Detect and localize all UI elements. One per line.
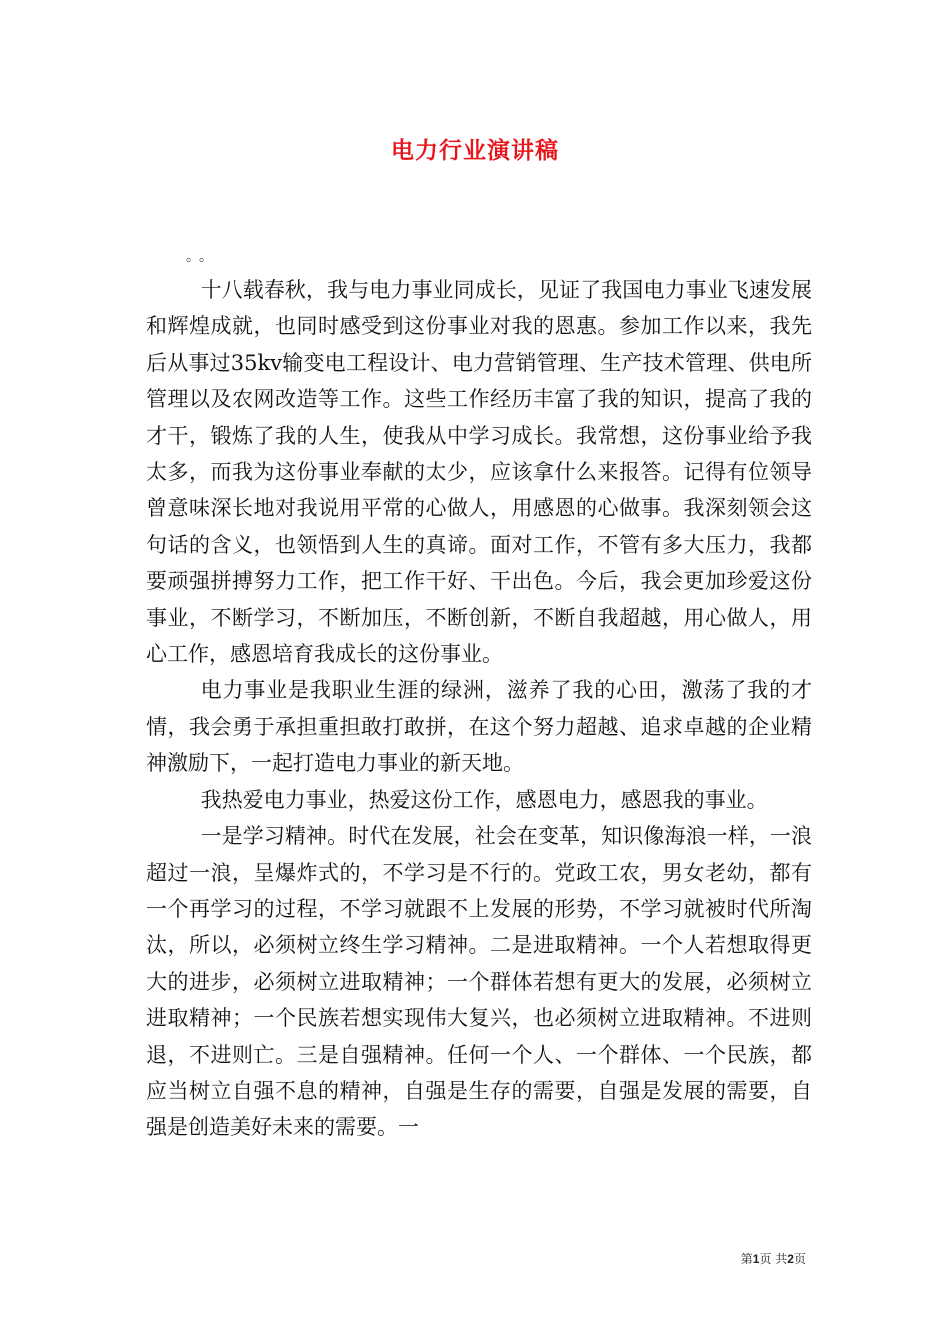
footer-suffix: 页 xyxy=(793,1252,806,1266)
footer-middle: 页 共 xyxy=(759,1252,788,1266)
paragraph: 我热爱电力事业，热爱这份工作，感恩电力，感恩我的事业。 xyxy=(200,787,768,812)
paragraph: 十八载春秋，我与电力事业同成长，见证了我国电力事业飞速发展和辉煌成就，也同时感受到这份事业对我的恩惠。参加工作以来，我先后从事过35kv输变电工程设计、电力营销管理、生产技术管理、供电所管理以及农网改造等工作。这些工作经历丰富了我的知识，提高了我的才干，锻炼了我的人生，使我从中学习成长。我常想，这份事业给予我太多，而我为这份事业奉献的太少，应该拿什么来报答。记得有位领导曾意味深长地对我说用平常的心做人，用感恩的心做事。我深刻领会这句话的含义，也领悟到人生的真谛。面对工作，不管有多大压力，我都要顽强拼搏努力工作，把工作干好、干出色。今后，我会更加珍爱这份事业，不断学习，不断加压，不断创新，不断自我超越，用心做人，用心工作，感恩培育我成长的这份事业。 xyxy=(146,278,812,667)
paragraph: 电力事业是我职业生涯的绿洲，滋养了我的心田，激荡了我的才情，我会勇于承担重担敢打敢拼，在这个努力超越、追求卓越的企业精神激励下，一起打造电力事业的新天地。 xyxy=(146,678,812,776)
page-footer xyxy=(741,1250,806,1267)
paragraph: 一是学习精神。时代在发展，社会在变革，知识像海浪一样，一浪超过一浪，呈爆炸式的，不学习是不行的。党政工农，男女老幼，都有一个再学习的过程，不学习就跟不上发展的形势，不学习就被时代所淘汰，所以，必须树立终生学习精神。二是进取精神。一个人若想取得更大的进步，必须树立进取精神；一个群体若想有更大的发展，必须树立进取精神；一个民族若想实现伟大复兴，也必须树立进取精神。不进则退，不进则亡。三是自强精神。任何一个人、一个群体、一个民族，都应当树立自强不息的精神，自强是生存的需要，自强是发展的需要，自强是创造美好未来的需要。一 xyxy=(146,824,812,1140)
footer-current-page: 1 xyxy=(752,1252,760,1266)
document-body xyxy=(146,272,812,1146)
footer-prefix: 第 xyxy=(740,1252,753,1266)
document-title: 电力行业演讲稿 xyxy=(391,137,559,164)
footer-total-pages: 2 xyxy=(787,1252,794,1266)
leading-marks: 。。 xyxy=(186,249,219,265)
